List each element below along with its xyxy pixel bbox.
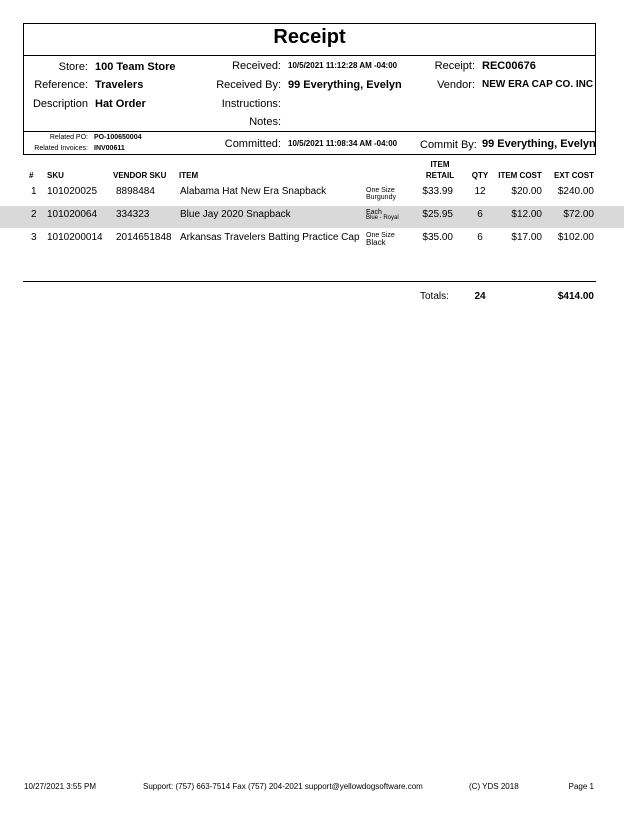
row-vendor-sku: 2014651848 xyxy=(116,232,172,243)
commit-by-label: Commit By: xyxy=(420,139,477,151)
row-item-cost: $17.00 xyxy=(511,232,542,243)
vendor-value: NEW ERA CAP CO. INC xyxy=(482,79,594,90)
row-retail: $33.99 xyxy=(422,186,453,197)
row-num: 3 xyxy=(31,232,37,243)
store-value: 100 Team Store xyxy=(95,61,176,73)
footer-page-number: Page 1 xyxy=(568,782,594,791)
row-retail: $25.95 xyxy=(422,209,453,220)
row-attr-color: Black xyxy=(366,238,386,247)
totals-divider xyxy=(23,281,596,282)
row-qty: 6 xyxy=(477,232,483,243)
receipt-value: REC00676 xyxy=(482,60,536,72)
col-header-num: # xyxy=(29,171,34,180)
col-header-item-cost: ITEM COST xyxy=(498,171,542,180)
totals-qty: 24 xyxy=(474,291,486,302)
col-header-vendor-sku: VENDOR SKU xyxy=(113,171,167,180)
row-sku: 101020064 xyxy=(47,209,98,220)
row-attr-size: One Size xyxy=(366,187,395,194)
row-item: Alabama Hat New Era Snapback xyxy=(180,186,327,197)
row-ext-cost: $240.00 xyxy=(557,186,594,197)
commit-by-value: 99 Everything, Evelyn xyxy=(482,138,596,150)
reference-label: Reference: xyxy=(34,79,88,91)
col-header-sku: SKU xyxy=(47,171,64,180)
row-num: 2 xyxy=(31,209,37,220)
row-vendor-sku: 8898484 xyxy=(116,186,155,197)
col-header-ext-cost: EXT COST xyxy=(553,171,594,180)
store-label: Store: xyxy=(58,61,88,73)
row-ext-cost: $102.00 xyxy=(557,232,594,243)
row-qty: 12 xyxy=(474,186,486,197)
receipt-label: Receipt: xyxy=(434,60,475,72)
row-qty: 6 xyxy=(477,209,483,220)
row-item-cost: $12.00 xyxy=(511,209,542,220)
committed-label: Committed: xyxy=(224,138,281,150)
row-attr-size: One Size xyxy=(366,232,395,239)
row-attr-color: Blue - Royal xyxy=(366,215,399,221)
instructions-label: Instructions: xyxy=(221,98,281,110)
footer-copyright: (C) YDS 2018 xyxy=(469,782,519,791)
description-label: Description xyxy=(32,98,88,110)
row-ext-cost: $72.00 xyxy=(563,209,594,220)
footer-support: Support: (757) 663-7514 Fax (757) 204-2021 support@yellowdogsoftware.com xyxy=(143,782,423,791)
row-sku: 101020025 xyxy=(47,186,98,197)
row-attr-color: Burgundy xyxy=(366,194,396,201)
col-header-retail-line2: RETAIL xyxy=(425,171,455,180)
received-by-label: Received By: xyxy=(216,79,281,91)
related-invoices-value: INV00611 xyxy=(94,145,125,152)
related-po-label: Related PO: xyxy=(49,134,88,141)
col-header-qty: QTY xyxy=(471,171,489,180)
vendor-label: Vendor: xyxy=(437,79,475,91)
reference-value: Travelers xyxy=(95,79,144,91)
received-by-value: 99 Everything, Evelyn xyxy=(288,79,402,91)
row-item: Blue Jay 2020 Snapback xyxy=(180,209,291,220)
totals-label: Totals: xyxy=(420,291,449,302)
received-value: 10/5/2021 11:12:28 AM -04:00 xyxy=(288,61,398,70)
footer-date: 10/27/2021 3:55 PM xyxy=(24,782,97,791)
row-vendor-sku: 334323 xyxy=(116,209,150,220)
related-po-value: PO-100650004 xyxy=(94,134,142,141)
received-label: Received: xyxy=(232,60,281,72)
col-header-retail-line1: ITEM xyxy=(430,160,450,169)
related-invoices-label: Related Invoices: xyxy=(34,145,88,152)
row-item: Arkansas Travelers Batting Practice Cap xyxy=(180,232,360,243)
committed-value: 10/5/2021 11:08:34 AM -04:00 xyxy=(288,139,398,148)
row-retail: $35.00 xyxy=(422,232,453,243)
row-item-cost: $20.00 xyxy=(511,186,542,197)
totals-ext-cost: $414.00 xyxy=(557,291,594,302)
page-title: Receipt xyxy=(273,26,346,48)
row-sku: 1010200014 xyxy=(47,232,103,243)
notes-label: Notes: xyxy=(249,116,281,128)
row-num: 1 xyxy=(31,186,37,197)
row-attr-size: Each xyxy=(366,209,382,216)
col-header-item: ITEM xyxy=(179,171,199,180)
description-value: Hat Order xyxy=(95,98,146,110)
